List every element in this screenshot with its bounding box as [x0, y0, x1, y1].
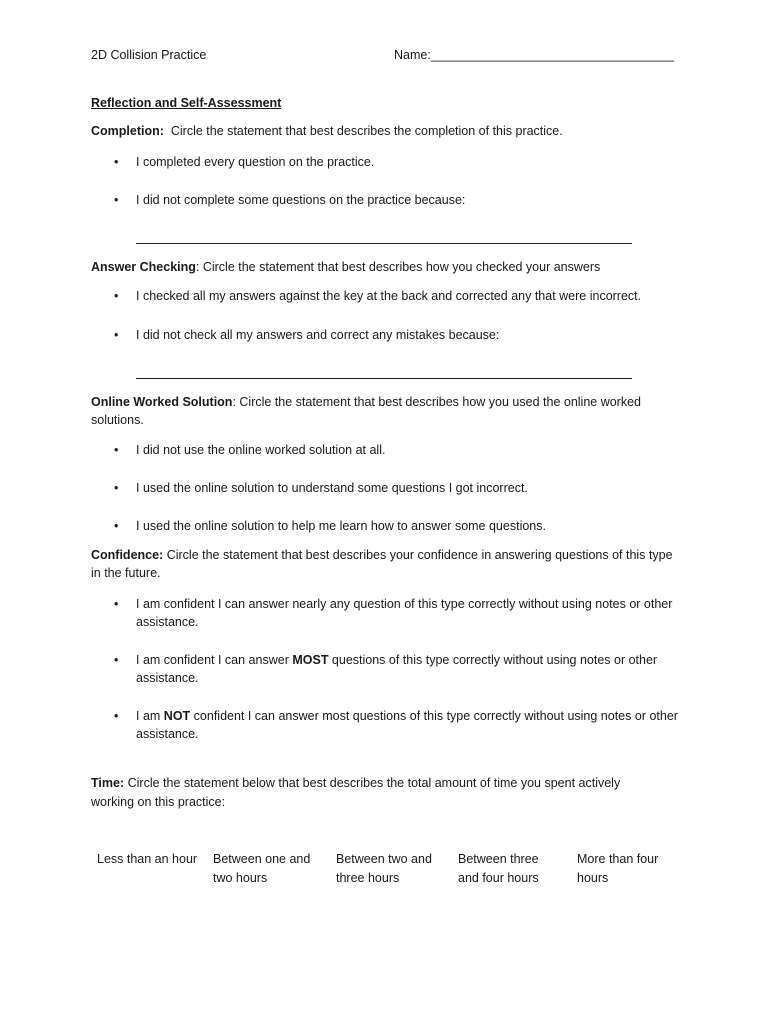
time-option-two-to-three[interactable] [336, 850, 432, 888]
bullet-icon: • [114, 155, 119, 169]
time-option-line-1: Between three [458, 852, 539, 866]
confidence-prompt [91, 546, 684, 582]
confidence-option-3[interactable] [114, 707, 680, 743]
bullet-icon: • [114, 519, 119, 533]
time-option-line-2: and four hours [458, 871, 539, 885]
option-text-end: confident I can answer most questions of this type correctly without using notes or other assistance. [136, 709, 678, 741]
time-label: Time: [91, 776, 125, 790]
time-option-line-1: Between one and [213, 852, 311, 866]
answer-checking-option-1[interactable] [114, 287, 680, 305]
time-option-line-2: hours [577, 871, 609, 885]
option-text-start: I am [136, 709, 164, 723]
option-text: I did not complete some questions on the practice because: [136, 193, 466, 207]
time-option-one-to-two[interactable] [213, 850, 310, 888]
time-option-line-2: two hours [213, 871, 268, 885]
time-prompt [91, 774, 650, 812]
confidence-label: Confidence: [91, 548, 164, 562]
time-option-three-to-four[interactable] [458, 850, 539, 888]
time-option-less-than-hour[interactable] [97, 850, 197, 869]
time-option-line-1: Between two and [336, 852, 432, 866]
name-field[interactable]: Name:___________________________________ [394, 48, 675, 62]
online-solution-option-3[interactable] [114, 517, 680, 535]
online-solution-option-1[interactable] [114, 441, 680, 459]
confidence-prompt-text: Circle the statement that best describes your confidence in answering questions of this type in the future. [91, 548, 673, 580]
answer-checking-label: Answer Checking [91, 260, 196, 274]
emphasis-not: NOT [163, 709, 191, 723]
online-solution-prompt-text: : Circle the statement that best describes how you used the online worked solutions. [91, 395, 641, 427]
completion-prompt-text: Circle the statement that best describes the completion of this practice. [170, 124, 563, 138]
bullet-icon: • [114, 653, 119, 667]
bullet-icon: • [114, 481, 119, 495]
option-text: I did not use the online worked solution at all. [136, 443, 386, 457]
document-title: 2D Collision Practice [91, 48, 207, 62]
bullet-icon: • [114, 709, 119, 723]
bullet-icon: • [114, 443, 119, 457]
answer-checking-reason-line[interactable] [136, 378, 632, 379]
time-option-line-1: Less than an hour [97, 852, 198, 866]
answer-checking-prompt-text: : Circle the statement that best describes how you checked your answers [195, 260, 601, 274]
completion-label: Completion: [91, 124, 164, 138]
option-text: I checked all my answers against the key at the back and corrected any that were incorrect. [136, 289, 642, 303]
completion-option-2[interactable] [114, 191, 680, 209]
bullet-icon: • [114, 597, 119, 611]
option-text: I did not check all my answers and correct any mistakes because: [136, 328, 500, 342]
answer-checking-option-2[interactable] [114, 326, 680, 344]
completion-reason-line[interactable] [136, 243, 632, 244]
option-text [114, 707, 680, 743]
option-text [114, 651, 680, 687]
option-text: I completed every question on the practice. [136, 155, 375, 169]
section-heading: Reflection and Self-Assessment [91, 96, 282, 110]
online-solution-option-2[interactable] [114, 479, 680, 497]
confidence-option-2[interactable] [114, 651, 680, 687]
option-text-start: I am confident I can answer [136, 653, 293, 667]
online-solution-prompt [91, 393, 684, 429]
emphasis-most: MOST [292, 653, 329, 667]
bullet-icon: • [114, 328, 119, 342]
option-text: I am confident I can answer nearly any question of this type correctly without using notes or other assistance. [136, 597, 673, 629]
option-text: I used the online solution to understand some questions I got incorrect. [136, 481, 528, 495]
answer-checking-prompt [91, 258, 684, 276]
bullet-icon: • [114, 193, 119, 207]
time-option-more-than-four[interactable] [577, 850, 658, 888]
online-solution-label: Online Worked Solution [91, 395, 233, 409]
option-text: I used the online solution to help me learn how to answer some questions. [136, 519, 546, 533]
time-option-line-2: three hours [336, 871, 400, 885]
time-prompt-text: Circle the statement below that best describes the total amount of time you spent actively working on this practice: [91, 776, 621, 809]
option-text-end: questions of this type correctly without using notes or other assistance. [136, 653, 658, 685]
completion-option-1[interactable] [114, 153, 680, 171]
bullet-icon: • [114, 289, 119, 303]
time-option-line-1: More than four [577, 852, 659, 866]
completion-prompt [91, 122, 684, 140]
confidence-option-1[interactable] [114, 595, 680, 631]
